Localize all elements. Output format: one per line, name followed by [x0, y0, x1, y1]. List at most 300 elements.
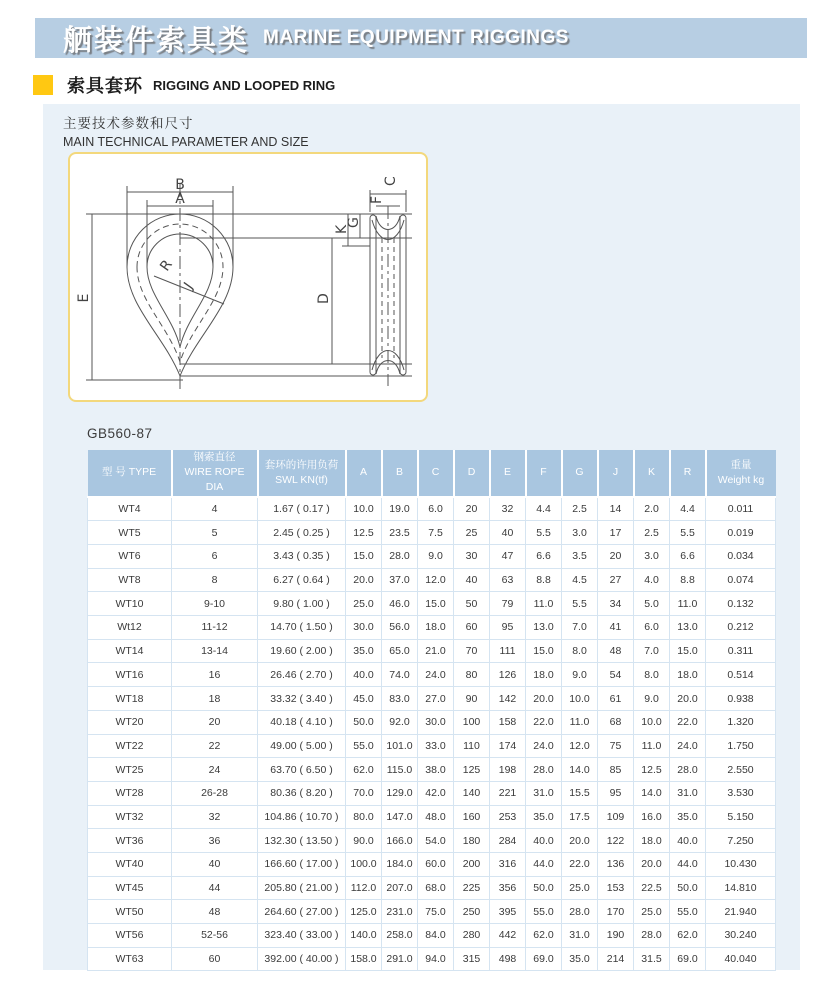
table-cell: 6.0: [418, 497, 454, 521]
table-cell: 55.0: [670, 900, 706, 924]
table-cell: 4.0: [634, 568, 670, 592]
table-cell: 6.27 ( 0.64 ): [258, 568, 346, 592]
column-header: R: [670, 450, 706, 497]
table-row: [88, 876, 776, 900]
table-cell: 3.0: [562, 521, 598, 545]
table-cell: 40: [454, 568, 490, 592]
table-cell: 68.0: [418, 876, 454, 900]
table-cell: 140: [454, 781, 490, 805]
table-cell: 60: [454, 616, 490, 640]
table-row: [88, 758, 776, 782]
table-cell: 80.36 ( 8.20 ): [258, 781, 346, 805]
table-cell: 35.0: [346, 639, 382, 663]
table-cell: 63: [490, 568, 526, 592]
table-cell: 42.0: [418, 781, 454, 805]
table-cell: 9.0: [418, 545, 454, 569]
table-cell: 60: [172, 947, 258, 971]
table-cell: 100: [454, 710, 490, 734]
table-row: [88, 521, 776, 545]
table-cell: 13.0: [670, 616, 706, 640]
table-cell: 110: [454, 734, 490, 758]
table-cell: 68: [598, 710, 634, 734]
technical-drawing-box: [68, 152, 428, 402]
table-cell: 28.0: [562, 900, 598, 924]
dim-label-e: E: [76, 293, 92, 303]
table-cell: 31.0: [562, 924, 598, 948]
table-cell: 8.0: [634, 663, 670, 687]
table-cell: 17.5: [562, 805, 598, 829]
content-panel: [43, 104, 800, 970]
table-cell: 253: [490, 805, 526, 829]
table-cell: WT22: [88, 734, 172, 758]
table-cell: 90: [454, 687, 490, 711]
banner-title-en: MARINE EQUIPMENT RIGGINGS: [263, 27, 569, 48]
table-cell: 0.034: [706, 545, 776, 569]
table-cell: 250: [454, 900, 490, 924]
table-cell: 11.0: [670, 592, 706, 616]
table-cell: 74.0: [382, 663, 418, 687]
table-cell: 5.5: [526, 521, 562, 545]
table-cell: 498: [490, 947, 526, 971]
table-cell: 22: [172, 734, 258, 758]
table-cell: 153: [598, 876, 634, 900]
table-cell: 15.0: [670, 639, 706, 663]
table-cell: 90.0: [346, 829, 382, 853]
table-cell: 14.0: [634, 781, 670, 805]
intro-text: [63, 112, 309, 149]
table-cell: 35.0: [526, 805, 562, 829]
table-cell: 18.0: [418, 616, 454, 640]
table-cell: WT18: [88, 687, 172, 711]
table-cell: 25: [454, 521, 490, 545]
table-cell: 101.0: [382, 734, 418, 758]
table-cell: 50.0: [346, 710, 382, 734]
table-cell: 8.0: [562, 639, 598, 663]
table-cell: 1.320: [706, 710, 776, 734]
table-cell: 4: [172, 497, 258, 521]
table-row: [88, 663, 776, 687]
table-row: [88, 734, 776, 758]
column-header: 重量 Weight kg: [706, 450, 776, 497]
table-cell: 40.0: [670, 829, 706, 853]
table-cell: 4.5: [562, 568, 598, 592]
table-cell: 30.0: [418, 710, 454, 734]
table-cell: 16.0: [634, 805, 670, 829]
table-cell: 0.011: [706, 497, 776, 521]
table-cell: 35.0: [670, 805, 706, 829]
table-cell: Wt12: [88, 616, 172, 640]
table-row: [88, 592, 776, 616]
table-cell: 40.0: [526, 829, 562, 853]
table-cell: 231.0: [382, 900, 418, 924]
table-cell: WT14: [88, 639, 172, 663]
table-cell: 158: [490, 710, 526, 734]
table-cell: 126: [490, 663, 526, 687]
table-cell: 315: [454, 947, 490, 971]
table-cell: 25.0: [346, 592, 382, 616]
table-cell: WT32: [88, 805, 172, 829]
table-cell: 65.0: [382, 639, 418, 663]
table-cell: WT50: [88, 900, 172, 924]
table-cell: 20: [598, 545, 634, 569]
table-cell: 94.0: [418, 947, 454, 971]
table-cell: 136: [598, 852, 634, 876]
table-cell: 19.60 ( 2.00 ): [258, 639, 346, 663]
table-cell: 24.0: [670, 734, 706, 758]
table-cell: 22.0: [562, 852, 598, 876]
table-cell: 0.074: [706, 568, 776, 592]
table-cell: 6: [172, 545, 258, 569]
table-cell: 70.0: [346, 781, 382, 805]
table-cell: 9.0: [634, 687, 670, 711]
table-cell: 14.0: [562, 758, 598, 782]
table-cell: 9.0: [562, 663, 598, 687]
table-cell: 44.0: [670, 852, 706, 876]
table-cell: 40.0: [346, 663, 382, 687]
column-header: D: [454, 450, 490, 497]
table-cell: 18.0: [634, 829, 670, 853]
table-cell: 4.4: [526, 497, 562, 521]
table-cell: 7.250: [706, 829, 776, 853]
table-cell: 125: [454, 758, 490, 782]
table-cell: 18: [172, 687, 258, 711]
yellow-square-icon: [33, 75, 53, 95]
table-cell: 166.0: [382, 829, 418, 853]
table-cell: 174: [490, 734, 526, 758]
column-header: G: [562, 450, 598, 497]
table-cell: 55.0: [346, 734, 382, 758]
page-banner: [35, 18, 807, 58]
spec-table: [87, 450, 776, 971]
table-cell: 49.00 ( 5.00 ): [258, 734, 346, 758]
table-cell: 32: [172, 805, 258, 829]
table-cell: 80.0: [346, 805, 382, 829]
table-cell: 21.0: [418, 639, 454, 663]
dim-label-a: A: [175, 191, 185, 207]
table-cell: 225: [454, 876, 490, 900]
table-cell: 0.938: [706, 687, 776, 711]
table-cell: 0.019: [706, 521, 776, 545]
table-cell: 5.0: [634, 592, 670, 616]
table-cell: 47: [490, 545, 526, 569]
table-cell: 20.0: [670, 687, 706, 711]
table-cell: 5.150: [706, 805, 776, 829]
table-cell: 7.0: [562, 616, 598, 640]
table-cell: 79: [490, 592, 526, 616]
table-cell: 48.0: [418, 805, 454, 829]
table-cell: 80: [454, 663, 490, 687]
table-cell: 13.0: [526, 616, 562, 640]
table-row: [88, 947, 776, 971]
table-row: [88, 545, 776, 569]
table-cell: 12.5: [346, 521, 382, 545]
table-cell: 6.0: [634, 616, 670, 640]
table-cell: 83.0: [382, 687, 418, 711]
table-cell: 31.5: [634, 947, 670, 971]
table-cell: 25.0: [634, 900, 670, 924]
table-cell: 25.0: [562, 876, 598, 900]
table-cell: 38.0: [418, 758, 454, 782]
table-cell: 28.0: [634, 924, 670, 948]
dim-label-b: B: [175, 177, 185, 193]
table-cell: 41: [598, 616, 634, 640]
table-cell: 122: [598, 829, 634, 853]
table-cell: 20.0: [562, 829, 598, 853]
table-cell: 8: [172, 568, 258, 592]
table-cell: 20.0: [526, 687, 562, 711]
table-cell: 56.0: [382, 616, 418, 640]
table-cell: 129.0: [382, 781, 418, 805]
table-cell: 69.0: [526, 947, 562, 971]
table-cell: 3.530: [706, 781, 776, 805]
table-cell: 7.5: [418, 521, 454, 545]
table-cell: WT56: [88, 924, 172, 948]
table-cell: 20: [454, 497, 490, 521]
dim-label-d: D: [316, 293, 332, 304]
table-cell: 1.750: [706, 734, 776, 758]
table-cell: 15.0: [526, 639, 562, 663]
table-cell: 40: [172, 852, 258, 876]
table-cell: 392.00 ( 40.00 ): [258, 947, 346, 971]
table-cell: 4.4: [670, 497, 706, 521]
table-cell: 104.86 ( 10.70 ): [258, 805, 346, 829]
table-cell: 166.60 ( 17.00 ): [258, 852, 346, 876]
table-cell: 10.0: [562, 687, 598, 711]
table-cell: 10.430: [706, 852, 776, 876]
table-cell: WT8: [88, 568, 172, 592]
table-cell: 9-10: [172, 592, 258, 616]
column-header: 钢索直径 WIRE ROPE DIA: [172, 450, 258, 497]
table-row: [88, 900, 776, 924]
column-header: 型 号 TYPE: [88, 450, 172, 497]
dim-label-g: G: [346, 217, 362, 228]
table-cell: WT40: [88, 852, 172, 876]
table-cell: 20: [172, 710, 258, 734]
table-cell: 24.0: [418, 663, 454, 687]
table-cell: 21.940: [706, 900, 776, 924]
table-cell: 109: [598, 805, 634, 829]
table-cell: 15.0: [418, 592, 454, 616]
table-cell: 61: [598, 687, 634, 711]
table-cell: 2.5: [634, 521, 670, 545]
table-cell: 0.132: [706, 592, 776, 616]
table-cell: 11.0: [562, 710, 598, 734]
table-cell: 184.0: [382, 852, 418, 876]
table-cell: WT25: [88, 758, 172, 782]
table-row: [88, 568, 776, 592]
table-row: [88, 497, 776, 521]
table-cell: 125.0: [346, 900, 382, 924]
table-cell: 33.0: [418, 734, 454, 758]
table-cell: 291.0: [382, 947, 418, 971]
table-cell: 10.0: [634, 710, 670, 734]
table-cell: 3.0: [634, 545, 670, 569]
table-cell: 32: [490, 497, 526, 521]
table-cell: 22.0: [670, 710, 706, 734]
table-cell: 30: [454, 545, 490, 569]
table-cell: 13-14: [172, 639, 258, 663]
table-cell: WT4: [88, 497, 172, 521]
table-cell: 3.5: [562, 545, 598, 569]
table-cell: 50.0: [526, 876, 562, 900]
table-cell: WT28: [88, 781, 172, 805]
table-cell: 20.0: [346, 568, 382, 592]
dim-label-r: R: [157, 257, 176, 275]
column-header: J: [598, 450, 634, 497]
table-cell: 0.514: [706, 663, 776, 687]
table-cell: WT63: [88, 947, 172, 971]
table-row: [88, 852, 776, 876]
table-row: [88, 829, 776, 853]
table-cell: 26.46 ( 2.70 ): [258, 663, 346, 687]
table-cell: 45.0: [346, 687, 382, 711]
table-cell: WT36: [88, 829, 172, 853]
table-cell: 95: [490, 616, 526, 640]
table-row: [88, 781, 776, 805]
table-cell: 46.0: [382, 592, 418, 616]
section-title-zh: 索具套环: [67, 76, 143, 96]
table-cell: 35.0: [562, 947, 598, 971]
table-row: [88, 616, 776, 640]
table-cell: 12.0: [418, 568, 454, 592]
column-header: C: [418, 450, 454, 497]
table-cell: WT10: [88, 592, 172, 616]
table-cell: 0.212: [706, 616, 776, 640]
table-cell: 28.0: [670, 758, 706, 782]
table-cell: 8.8: [670, 568, 706, 592]
column-header: B: [382, 450, 418, 497]
table-cell: 63.70 ( 6.50 ): [258, 758, 346, 782]
table-cell: 50.0: [670, 876, 706, 900]
table-cell: WT6: [88, 545, 172, 569]
table-cell: 221: [490, 781, 526, 805]
table-cell: 55.0: [526, 900, 562, 924]
column-header: F: [526, 450, 562, 497]
table-cell: 0.311: [706, 639, 776, 663]
table-cell: 70: [454, 639, 490, 663]
table-cell: 5: [172, 521, 258, 545]
table-row: [88, 710, 776, 734]
table-cell: 48: [172, 900, 258, 924]
table-cell: WT20: [88, 710, 172, 734]
table-cell: 40: [490, 521, 526, 545]
table-cell: 15.0: [346, 545, 382, 569]
table-cell: 14.810: [706, 876, 776, 900]
table-cell: 62.0: [526, 924, 562, 948]
table-cell: 48: [598, 639, 634, 663]
table-cell: 140.0: [346, 924, 382, 948]
table-cell: 160: [454, 805, 490, 829]
table-cell: 395: [490, 900, 526, 924]
table-cell: 198: [490, 758, 526, 782]
table-cell: 1.67 ( 0.17 ): [258, 497, 346, 521]
table-cell: 36: [172, 829, 258, 853]
table-cell: 7.0: [634, 639, 670, 663]
column-header: K: [634, 450, 670, 497]
table-cell: 170: [598, 900, 634, 924]
table-cell: 18.0: [526, 663, 562, 687]
table-cell: 28.0: [382, 545, 418, 569]
table-cell: 323.40 ( 33.00 ): [258, 924, 346, 948]
table-cell: 147.0: [382, 805, 418, 829]
table-cell: 11-12: [172, 616, 258, 640]
table-cell: 8.8: [526, 568, 562, 592]
table-cell: 69.0: [670, 947, 706, 971]
table-cell: 10.0: [346, 497, 382, 521]
table-cell: 5.5: [670, 521, 706, 545]
table-cell: 115.0: [382, 758, 418, 782]
table-cell: 214: [598, 947, 634, 971]
column-header: E: [490, 450, 526, 497]
table-cell: 31.0: [670, 781, 706, 805]
intro-line-en: MAIN TECHNICAL PARAMETER AND SIZE: [63, 135, 309, 149]
dim-label-f: F: [369, 195, 385, 204]
column-header: A: [346, 450, 382, 497]
table-cell: 37.0: [382, 568, 418, 592]
table-cell: 40.040: [706, 947, 776, 971]
table-cell: 2.5: [562, 497, 598, 521]
table-cell: 3.43 ( 0.35 ): [258, 545, 346, 569]
table-cell: 75: [598, 734, 634, 758]
table-cell: 190: [598, 924, 634, 948]
table-cell: 111: [490, 639, 526, 663]
table-cell: 33.32 ( 3.40 ): [258, 687, 346, 711]
table-cell: 12.0: [562, 734, 598, 758]
table-cell: 2.0: [634, 497, 670, 521]
table-cell: 9.80 ( 1.00 ): [258, 592, 346, 616]
table-cell: 316: [490, 852, 526, 876]
table-cell: 22.0: [526, 710, 562, 734]
table-cell: 19.0: [382, 497, 418, 521]
table-cell: 142: [490, 687, 526, 711]
table-cell: 18.0: [670, 663, 706, 687]
table-cell: 5.5: [562, 592, 598, 616]
table-header-row: [88, 450, 776, 497]
table-cell: 34: [598, 592, 634, 616]
table-cell: 112.0: [346, 876, 382, 900]
table-cell: 15.5: [562, 781, 598, 805]
table-cell: WT5: [88, 521, 172, 545]
table-cell: 85: [598, 758, 634, 782]
table-row: [88, 687, 776, 711]
table-cell: 100.0: [346, 852, 382, 876]
table-row: [88, 805, 776, 829]
column-header: 套环的许用负荷 SWL KN(tf): [258, 450, 346, 497]
table-cell: 52-56: [172, 924, 258, 948]
table-cell: 442: [490, 924, 526, 948]
table-cell: 14.70 ( 1.50 ): [258, 616, 346, 640]
table-cell: 2.45 ( 0.25 ): [258, 521, 346, 545]
table-cell: 30.240: [706, 924, 776, 948]
banner-title-zh: 舾装件索具类: [63, 24, 250, 57]
section-heading: [33, 72, 335, 98]
table-cell: 20.0: [634, 852, 670, 876]
table-cell: 11.0: [634, 734, 670, 758]
table-cell: 22.5: [634, 876, 670, 900]
table-cell: 44: [172, 876, 258, 900]
table-cell: 92.0: [382, 710, 418, 734]
table-cell: 60.0: [418, 852, 454, 876]
table-cell: 2.550: [706, 758, 776, 782]
table-cell: WT16: [88, 663, 172, 687]
table-cell: 75.0: [418, 900, 454, 924]
table-cell: 30.0: [346, 616, 382, 640]
table-cell: WT45: [88, 876, 172, 900]
table-cell: 26-28: [172, 781, 258, 805]
table-cell: 62.0: [346, 758, 382, 782]
table-row: [88, 639, 776, 663]
table-cell: 200: [454, 852, 490, 876]
